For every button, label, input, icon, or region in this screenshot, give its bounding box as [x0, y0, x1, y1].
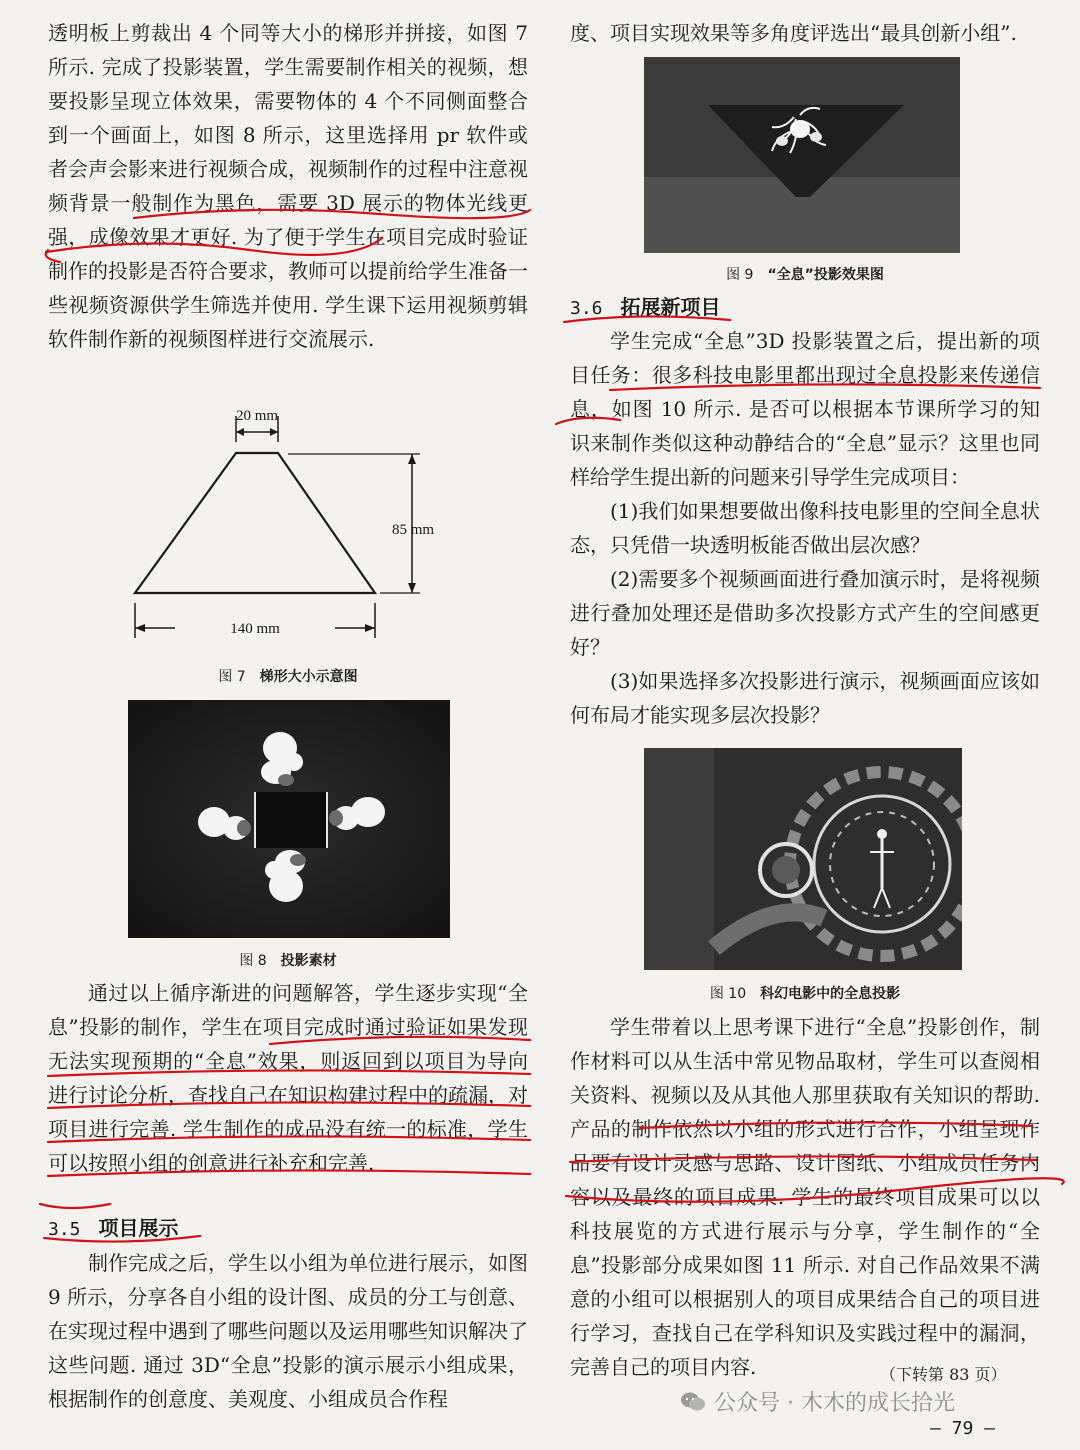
question-1: (1)我们如果想要做出像科技电影里的空间全息状态，只凭借一块透明板能否做出层次感？	[570, 499, 1040, 557]
left-paragraph-1: 透明板上剪裁出 4 个同等大小的梯形并拼接，如图 7 所示. 完成了投影装置，学生需要制作相关的视频，想要投影呈现立体效果，需要物体的 4 个不同侧面整合到一个画面上，如图 8 所示，这里选择用 pr 软件或者会声会影来进行视频合成，视频制作的过程中注意视频背景一般制作为黑色，需要 3D 展示的物体光线更强，成像效果才更好. 为了便于学生在项目完成时验证制作的投影是否符合要求，教师可以提前给学生准备一些视频资源供学生筛选并使用. 学生课下运用视频剪辑软件制作新的视频图样进行交流展示.	[48, 21, 528, 351]
watermark: 公众号 · 木木的成长拾光	[680, 1386, 955, 1417]
figure-9-photo	[644, 57, 960, 253]
page-number: — 79 —	[930, 1418, 996, 1439]
right-paragraph-0: 度、项目实现效果等多角度评选出“最具创新小组”.	[570, 21, 1017, 45]
right-paragraph-1: 学生完成“全息”3D 投影装置之后，提出新的项目任务：很多科技电影里都出现过全息投影来传递信息，如图 10 所示. 是否可以根据本节课所学习的知识来制作类似这种动静结合的“全息”显示？这里也同样给学生提出新的问题来引导学生完成项目：	[570, 329, 1040, 489]
label-20mm: 20 mm	[235, 408, 279, 424]
wechat-icon	[680, 1391, 706, 1413]
figure-10-caption: 图 10 科幻电影中的全息投影	[709, 986, 901, 1002]
figure-8-photo	[128, 700, 450, 938]
figure-9-caption: 图 9 “全息”投影效果图	[726, 267, 884, 283]
question-3: (3)如果选择多次投影进行演示，视频画面应该如何布局才能实现多层次投影？	[570, 669, 1040, 727]
section-3-6-heading: 3.6 拓展新项目	[570, 295, 721, 319]
figure-7-caption: 图 7 梯形大小示意图	[218, 669, 358, 685]
section-3-5-heading: 3.5 项目展示	[48, 1216, 179, 1240]
trapezoid-diagram	[130, 398, 460, 648]
label-140mm: 140 mm	[230, 621, 280, 637]
right-paragraph-2: 学生带着以上思考课下进行“全息”投影创作，制作材料可以从生活中常见物品取材，学生可以查阅相关资料、视频以及从其他人那里获取有关知识的帮助. 产品的制作依然以小组的形式进行合作，小组呈现作品要有设计灵感与思路、设计图纸、小组成员任务内容以及最终的项目成果. 学生的最终项目成果可以以科技展览的方式进行展示与分享，学生制作的“全息”投影部分成果如图 11 所示. 对自己作品效果不满意的小组可以根据别人的项目成果结合自己的项目进行学习，查找自己在学科知识及实践过程中的漏洞，完善自己的项目内容.	[570, 1015, 1040, 1379]
figure-10-photo	[644, 748, 962, 970]
question-2: (2)需要多个视频画面进行叠加演示时，是将视频进行叠加处理还是借助多次投影方式产生的空间感更好？	[570, 567, 1040, 659]
figure-7	[130, 398, 460, 648]
trapezoid-shape	[135, 453, 375, 593]
left-paragraph-2: 通过以上循序渐进的问题解答，学生逐步实现“全息”投影的制作，学生在项目完成时通过验证如果发现无法实现预期的“全息”效果，则返回到以项目为导向进行讨论分析，查找自己在知识构建过程中的疏漏，对项目进行完善. 学生制作的成品没有统一的标准，学生可以按照小组的创意进行补充和完善.	[48, 981, 528, 1175]
figure-8-caption: 图 8 投影素材	[239, 953, 337, 969]
continued-note: （下转第 83 页）	[880, 1365, 1007, 1384]
label-85mm: 85 mm	[392, 522, 435, 538]
left-paragraph-3: 制作完成之后，学生以小组为单位进行展示，如图 9 所示，分享各自小组的设计图、成员的分工与创意、在实现过程中遇到了哪些问题以及运用哪些知识解决了这些问题. 通过 3D“全息”投影的演示展示小组成果，根据制作的创意度、美观度、小组成员合作程	[48, 1251, 528, 1411]
